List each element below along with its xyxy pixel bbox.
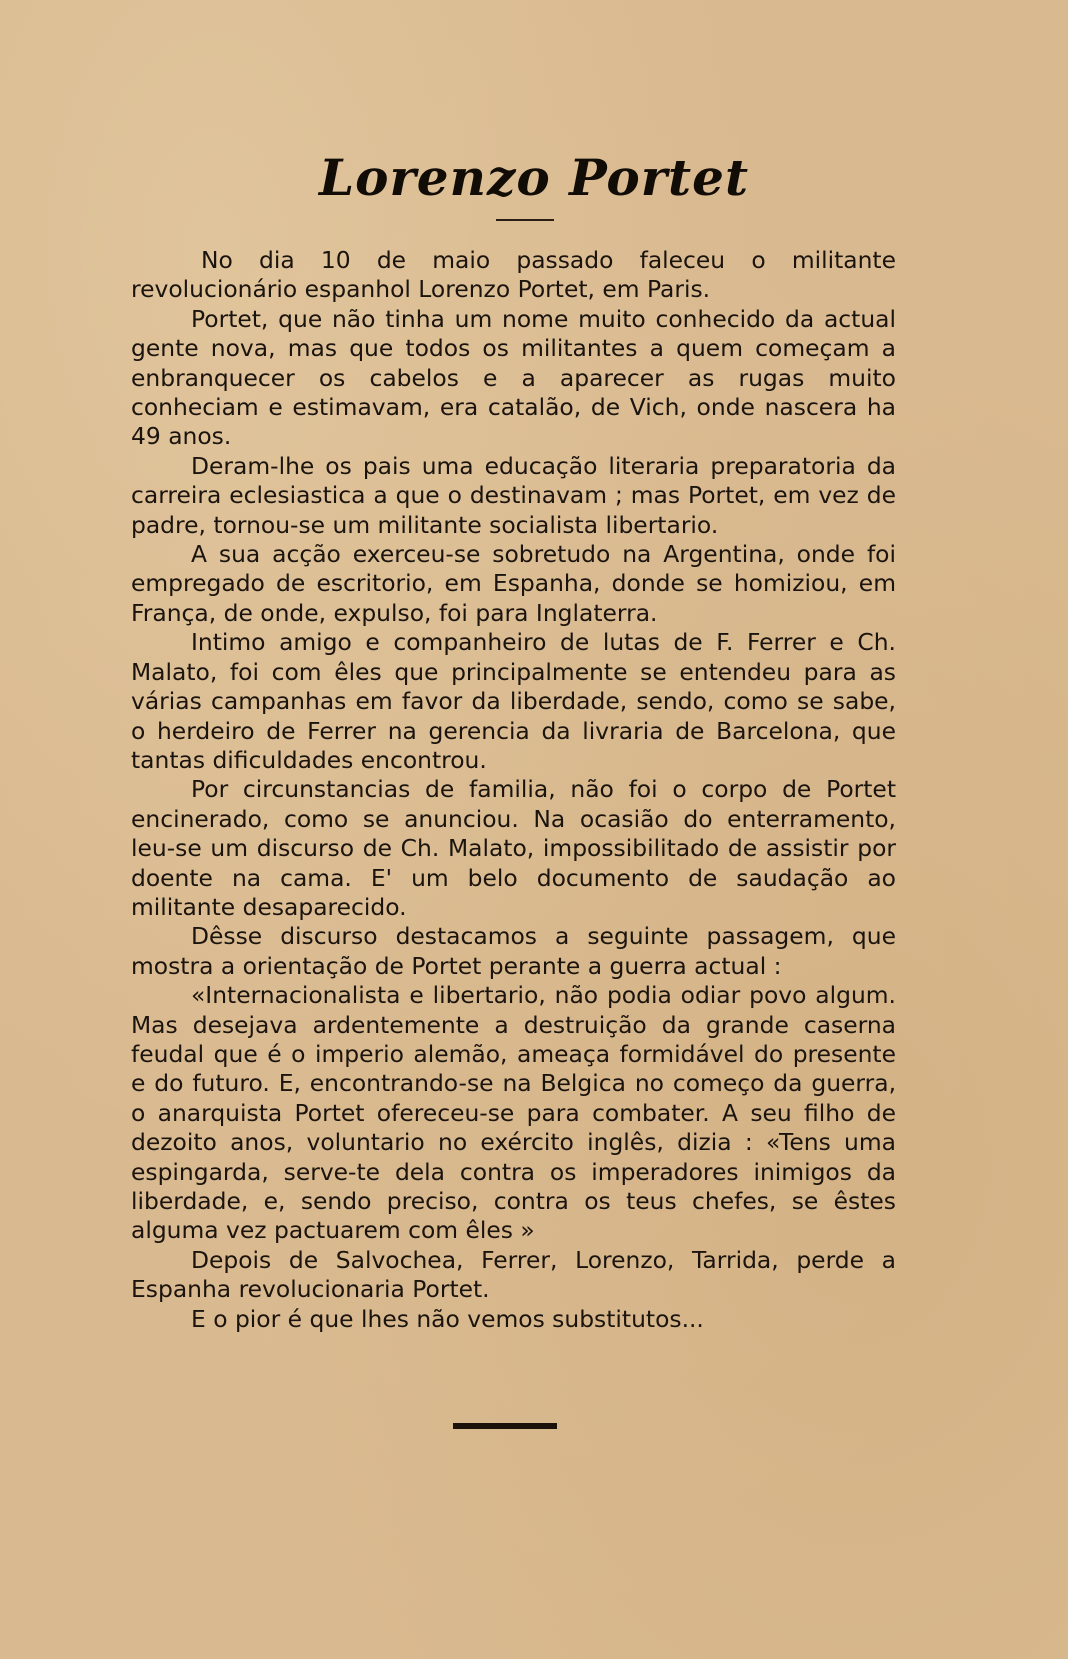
paragraph-2: Portet, que não tinha um nome muito conhecido da actual gente nova, mas que todos os militantes a quem começam a enbranquecer os cabelos e a aparecer as rugas muito conheciam e estimavam, era catalão, de Vich, onde nascera ha 49 anos. (131, 304, 896, 451)
paragraph-4: A sua acção exerceu-se sobretudo na Argentina, onde foi empregado de escritorio, em Espanha, donde se homiziou, em França, de onde, expulso, foi para Inglaterra. (131, 540, 896, 627)
paragraph-6: Por circunstancias de familia, não foi o corpo de Portet encinerado, como se anunciou. Na ocasião do enterramento, leu-se um discurso de Ch. Malato, impossibilitado de assistir por doente na cama. E' um belo documento de saudação ao militante desaparecido. (131, 775, 896, 921)
end-divider (453, 1423, 557, 1429)
title-divider (496, 219, 554, 221)
closing-paragraph: E o pior é que lhes não vemos substitutos... (191, 1304, 704, 1333)
quote-paragraph: «Internacionalista e libertario, não podia odiar povo algum. Mas desejava ardentemente a destruição da grande caserna feudal que é o imperio alemão, ameaça formidável do presente e do futuro. E, encontrando-se na Belgica no começo da guerra, o anarquista Portet ofereceu-se para combater. A seu filho de dezoito anos, voluntario no exército inglês, dizia : «Tens uma espingarda, serve-te dela contra os imperadores inimigos da liberdade, e, sendo preciso, contra os teus chefes, se êstes alguma vez pactuarem com êles » (131, 981, 896, 1245)
article-title: Lorenzo Portet (318, 148, 750, 207)
paragraph-9: Depois de Salvochea, Ferrer, Lorenzo, Tarrida, perde a Espanha revolucionaria Portet. (131, 1245, 896, 1304)
paragraph-3: Deram-lhe os pais uma educação literaria preparatoria da carreira eclesiastica a que o destinavam ; mas Portet, em vez de padre, tornou-se um militante socialista libertario. (131, 451, 896, 539)
paragraph-7: Dêsse discurso destacamos a seguinte passagem, que mostra a orientação de Portet perante a guerra actual : (131, 922, 896, 980)
article-body (131, 246, 896, 1334)
paragraph-5: Intimo amigo e companheiro de lutas de F. Ferrer e Ch. Malato, foi com êles que principalmente se entendeu para as várias campanhas em favor da liberdade, sendo, como se sabe, o herdeiro de Ferrer na gerencia da livraria de Barcelona, que tantas dificuldades encontrou. (131, 628, 896, 774)
paragraph-1: No dia 10 de maio passado faleceu o militante revolucionário espanhol Lorenzo Portet, em Paris. (131, 246, 896, 304)
